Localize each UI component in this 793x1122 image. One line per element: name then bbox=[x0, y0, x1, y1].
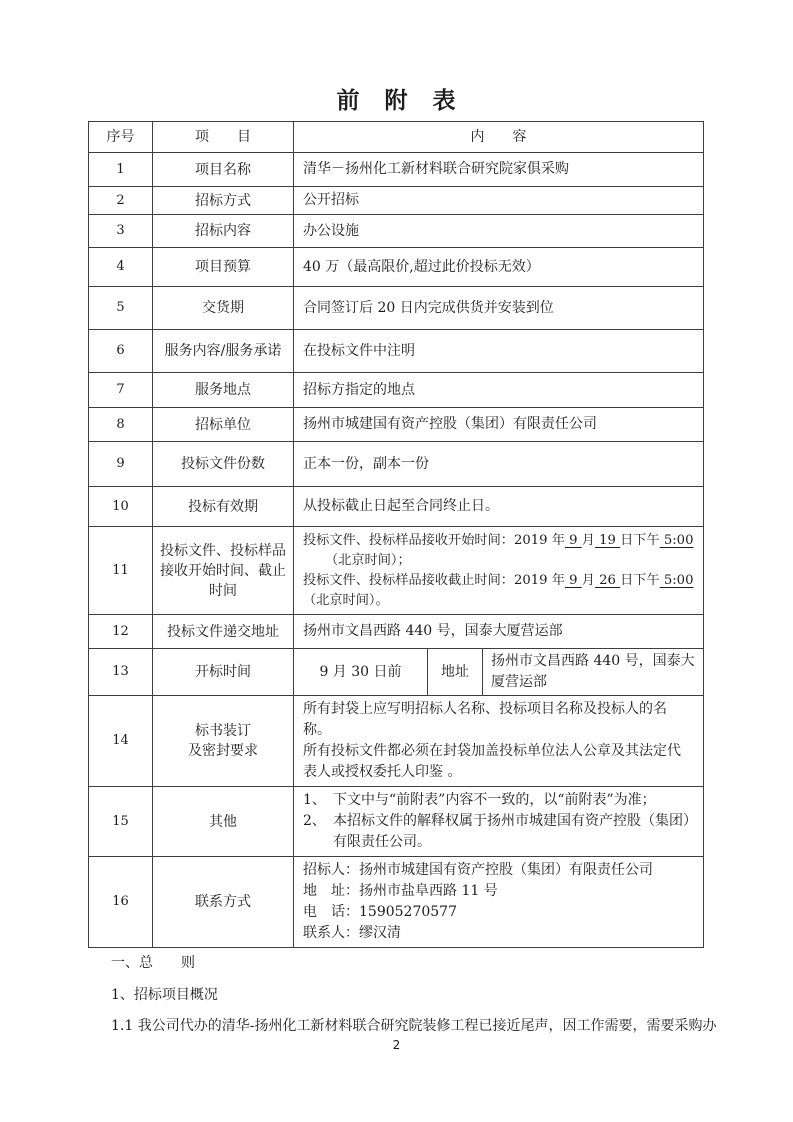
item-number: 2、 bbox=[303, 813, 326, 829]
table-row-15 bbox=[89, 787, 704, 857]
table-row-16 bbox=[89, 857, 704, 948]
open-bid-time: 9 月 30 日前 bbox=[319, 663, 402, 680]
contact-person: 联系人：缪汉清 bbox=[303, 925, 401, 941]
row-label: 交货期 bbox=[153, 287, 294, 330]
row-content: 从投标截止日起至合同终止日。 bbox=[294, 487, 704, 527]
open-bid-address: 扬州市文昌西路 440 号，国泰大厦营运部 bbox=[491, 653, 695, 690]
end-month-blank: 9 bbox=[564, 572, 582, 588]
table-row-9 bbox=[89, 442, 704, 487]
row-content: 40 万（最高限价,超过此价投标无效） bbox=[294, 248, 704, 287]
end-time-blank: 5:00 bbox=[659, 572, 694, 588]
row-number: 16 bbox=[89, 857, 153, 948]
row-number: 7 bbox=[89, 373, 153, 408]
table-row-1 bbox=[89, 153, 704, 187]
row-content: 正本一份，副本一份 bbox=[294, 442, 704, 487]
table-row-11 bbox=[89, 527, 704, 615]
start-day-blank: 19 bbox=[594, 532, 621, 548]
row-label-line: 接收开始时间、截止 bbox=[160, 562, 286, 579]
row-content bbox=[294, 649, 704, 696]
row-label: 投标有效期 bbox=[153, 487, 294, 527]
header-col-item: 项 目 bbox=[153, 122, 294, 153]
row-content bbox=[294, 696, 704, 787]
receive-end-timezone: （北京时间）。 bbox=[303, 592, 389, 608]
row-number: 12 bbox=[89, 615, 153, 649]
row-number: 10 bbox=[89, 487, 153, 527]
table-row-12 bbox=[89, 615, 704, 649]
table-row-3 bbox=[89, 215, 704, 248]
row-number: 4 bbox=[89, 248, 153, 287]
row-label: 招标方式 bbox=[153, 187, 294, 215]
item-text: 下文中与“前附表”内容不一致的，以“前附表”为准； bbox=[333, 792, 656, 808]
table-row-5 bbox=[89, 287, 704, 330]
row-label: 投标文件份数 bbox=[153, 442, 294, 487]
row-content bbox=[294, 527, 704, 615]
other-item-2 bbox=[303, 811, 694, 853]
start-time-blank: 5:00 bbox=[659, 532, 694, 548]
table-row-14 bbox=[89, 696, 704, 787]
row-content: 招标方指定的地点 bbox=[294, 373, 704, 408]
row-content: 合同签订后 20 日内完成供货并安装到位 bbox=[294, 287, 704, 330]
table-row-6 bbox=[89, 330, 704, 373]
open-bid-subrow bbox=[294, 649, 703, 695]
front-attached-table bbox=[88, 121, 704, 948]
row-label-line: 及密封要求 bbox=[188, 743, 258, 759]
row-content: 清华－扬州化工新材料联合研究院家俱采购 bbox=[294, 153, 704, 187]
row-label-line: 时间 bbox=[209, 582, 237, 599]
row-number: 8 bbox=[89, 408, 153, 442]
row-number: 9 bbox=[89, 442, 153, 487]
row-label-line: 投标文件、投标样品 bbox=[160, 542, 286, 559]
row-number: 5 bbox=[89, 287, 153, 330]
row-content bbox=[294, 857, 704, 948]
row-number: 6 bbox=[89, 330, 153, 373]
open-bid-address-label: 地址 bbox=[427, 649, 483, 695]
start-month-blank: 9 bbox=[564, 532, 582, 548]
row-label bbox=[153, 527, 294, 615]
table-row-10 bbox=[89, 487, 704, 527]
row-number: 11 bbox=[89, 527, 153, 615]
receive-start-timezone: （北京时间）； bbox=[325, 552, 411, 568]
table-row-13 bbox=[89, 649, 704, 696]
page-number: 2 bbox=[392, 1038, 401, 1052]
row-content: 办公设施 bbox=[294, 215, 704, 248]
row-content: 扬州市城建国有资产控股（集团）有限责任公司 bbox=[294, 408, 704, 442]
row-label-line: 标书装订 bbox=[195, 723, 251, 739]
row-content: 公开招标 bbox=[294, 187, 704, 215]
table-header-row bbox=[89, 122, 704, 153]
row-label: 服务地点 bbox=[153, 373, 294, 408]
section-sub-heading: 1、招标项目概况 bbox=[111, 987, 218, 1003]
header-col-no: 序号 bbox=[89, 122, 153, 153]
contact-address: 地 址：扬州市盐阜西路 11 号 bbox=[303, 883, 498, 899]
row-label: 招标内容 bbox=[153, 215, 294, 248]
row-label: 开标时间 bbox=[153, 649, 294, 696]
item-text: 本招标文件的解释权属于扬州市城建国有资产控股（集团）有限责任公司。 bbox=[333, 813, 690, 850]
sealing-requirement-line: 所有投标文件都必须在封袋加盖投标单位法人公章及其法定代表人或授权委托人印鉴 。 bbox=[303, 743, 681, 780]
row-label: 投标文件递交地址 bbox=[153, 615, 294, 649]
other-item-1 bbox=[303, 790, 694, 811]
contact-tenderer: 招标人：扬州市城建国有资产控股（集团）有限责任公司 bbox=[303, 862, 653, 878]
end-day-blank: 26 bbox=[594, 572, 621, 588]
receive-start-line: 投标文件、投标样品接收开始时间：2019 年 9 月 19 日下午 5:00 bbox=[303, 532, 694, 548]
row-number: 1 bbox=[89, 153, 153, 187]
receive-end-line: 投标文件、投标样品接收截止时间：2019 年 9 月 26 日下午 5:00 bbox=[303, 572, 694, 588]
row-content: 在投标文件中注明 bbox=[294, 330, 704, 373]
item-number: 1、 bbox=[303, 792, 326, 808]
table-row-2 bbox=[89, 187, 704, 215]
row-label: 招标单位 bbox=[153, 408, 294, 442]
row-number: 13 bbox=[89, 649, 153, 696]
row-number: 14 bbox=[89, 696, 153, 787]
row-number: 2 bbox=[89, 187, 153, 215]
table-row-4 bbox=[89, 248, 704, 287]
page-title: 前 附 表 bbox=[336, 87, 457, 114]
table-row-8 bbox=[89, 408, 704, 442]
row-label: 项目预算 bbox=[153, 248, 294, 287]
row-content: 扬州市文昌西路 440 号，国泰大厦营运部 bbox=[294, 615, 704, 649]
row-content bbox=[294, 787, 704, 857]
contact-phone: 电 话：15905270577 bbox=[303, 904, 457, 920]
row-number: 3 bbox=[89, 215, 153, 248]
header-col-content: 内 容 bbox=[294, 122, 704, 153]
row-number: 15 bbox=[89, 787, 153, 857]
row-label: 联系方式 bbox=[153, 857, 294, 948]
row-label bbox=[153, 696, 294, 787]
row-label: 服务内容/服务承诺 bbox=[153, 330, 294, 373]
sealing-requirement-line: 所有封袋上应写明招标人名称、投标项目名称及投标人的名称。 bbox=[303, 701, 667, 738]
section-paragraph: 1.1 我公司代办的清华-扬州化工新材料联合研究院装修工程已接近尾声，因工作需要，需要采购办 bbox=[111, 1018, 717, 1034]
row-label: 项目名称 bbox=[153, 153, 294, 187]
row-label: 其他 bbox=[153, 787, 294, 857]
table-row-7 bbox=[89, 373, 704, 408]
section-heading: 一、总 则 bbox=[111, 955, 195, 971]
